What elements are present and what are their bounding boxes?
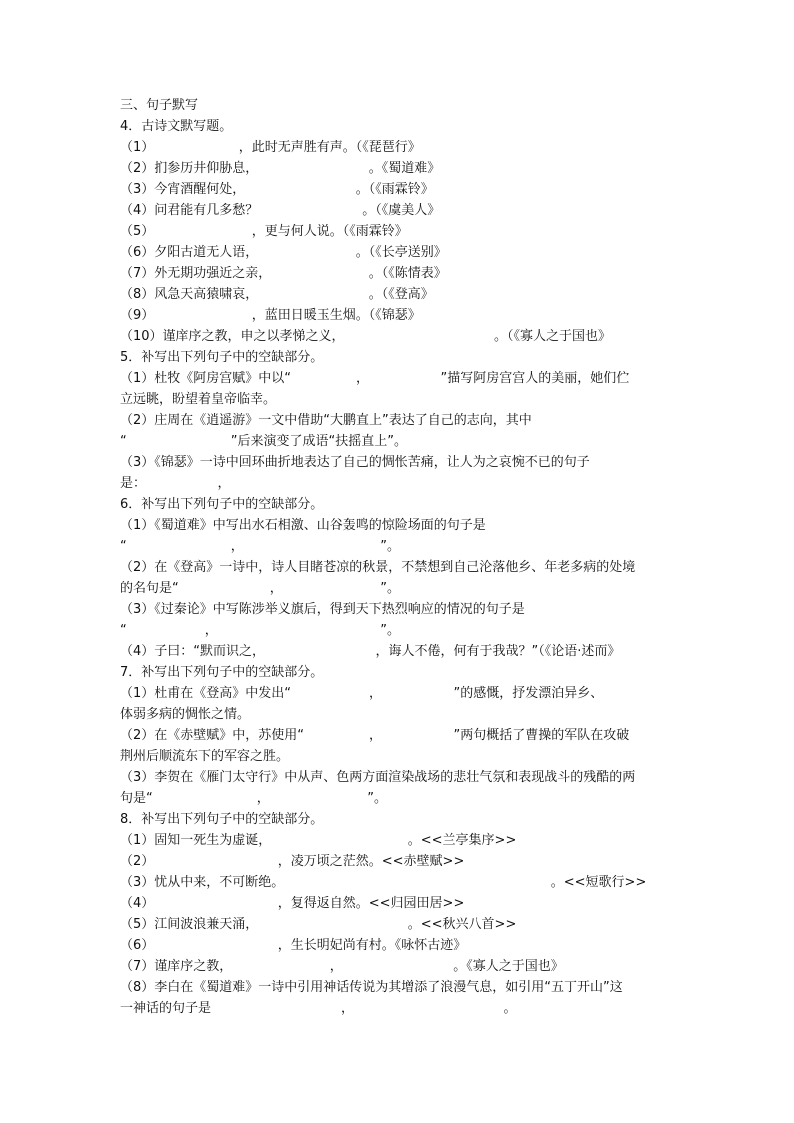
- line: （2）在《登高》一诗中，诗人目睹苍凉的秋景，不禁想到自己沦落他乡、年老多病的处境: [120, 560, 636, 575]
- line: （1）杜甫在《登高》中发出“ ， ”的感慨，抒发漂泊异乡、: [120, 686, 604, 701]
- line: （2） ，凌万顷之茫然。<<赤壁赋>>: [120, 854, 465, 869]
- line: （6） ，生长明妃尚有村。《咏怀古迹》: [120, 938, 467, 953]
- line: “ ”后来演变了成语“扶摇直上”。: [120, 434, 407, 449]
- line: （1）《蜀道难》中写出水石相激、山谷轰鸣的惊险场面的句子是: [120, 518, 486, 533]
- line: （2）扪参历井仰胁息， 。《蜀道难》: [120, 161, 441, 176]
- line: （3）今宵酒醒何处， 。（《雨霖铃》: [120, 182, 434, 197]
- line: （3）《锦瑟》一诗中回环曲折地表达了自己的惆怅苦痛，让人为之哀惋不已的句子: [120, 455, 590, 470]
- line: （8）风急天高猿啸哀， 。（《登高》: [120, 287, 434, 302]
- line: （2）在《赤壁赋》中，苏使用“ ， ”两句概括了曹操的军队在攻破: [120, 728, 630, 743]
- line: 句是“ ， ”。: [120, 791, 387, 806]
- line: （7）谨庠序之教， ， 。《寡人之于国也》: [120, 959, 564, 974]
- line: 的名句是“ ， ”。: [120, 581, 400, 596]
- line: 一神话的句子是 ， 。: [120, 1001, 517, 1016]
- line: （2）庄周在《逍遥游》一文中借助“大鹏直上”表达了自己的志向，其中: [120, 413, 532, 428]
- line: （9） ，蓝田日暖玉生烟。（《锦瑟》: [120, 308, 421, 323]
- line: （6）夕阳古道无人语， 。（《长亭送别》: [120, 245, 447, 260]
- line: （10）谨庠序之教，申之以孝悌之义， 。（《寡人之于国也》: [120, 329, 612, 344]
- line: （3）忧从中来，不可断绝。 。<<短歌行>>: [120, 875, 647, 890]
- line: “ ， ”。: [120, 623, 400, 638]
- line: （4） ，复得返自然。<<归园田居>>: [120, 896, 465, 911]
- line: （4）子曰：“默而识之， ，诲人不倦，何有于我哉？”（《论语·述而》: [120, 644, 621, 659]
- line: （5） ，更与何人说。（《雨霖铃》: [120, 224, 408, 239]
- line: （5）江间波浪兼天涌， 。<<秋兴八首>>: [120, 917, 517, 932]
- line: 6．补写出下列句子中的空缺部分。: [120, 497, 324, 512]
- line: 7．补写出下列句子中的空缺部分。: [120, 665, 324, 680]
- line: 荆州后顺流东下的军容之胜。: [120, 749, 290, 764]
- line: （3）《过秦论》中写陈涉举义旗后，得到天下热烈响应的情况的句子是: [120, 602, 525, 617]
- line: “ ， ”。: [120, 539, 400, 554]
- line: 是： ，: [120, 476, 231, 491]
- line: （1）杜牧《阿房宫赋》中以“ ， ”描写阿房宫宫人的美丽，她们伫: [120, 371, 630, 386]
- line: 8．补写出下列句子中的空缺部分。: [120, 812, 324, 827]
- line: （4）问君能有几多愁？ 。（《虞美人》: [120, 203, 441, 218]
- line: 体弱多病的惆怅之情。: [120, 707, 251, 722]
- line: （1）固知一死生为虚诞， 。<<兰亭集序>>: [120, 833, 517, 848]
- line: （8）李白在《蜀道难》一诗中引用神话传说为其增添了浪漫气息，如引用“五丁开山”这: [120, 980, 623, 995]
- line: 5．补写出下列句子中的空缺部分。: [120, 350, 324, 365]
- line: （1） ，此时无声胜有声。（《琵琶行》: [120, 140, 421, 155]
- line: 4．古诗文默写题。: [120, 119, 233, 134]
- line: 立远眺，盼望着皇帝临幸。: [120, 392, 277, 407]
- line: （3）李贺在《雁门太守行》中从声、色两方面渲染战场的悲壮气氛和表现战斗的残酷的两: [120, 770, 636, 785]
- line: （7）外无期功强近之亲， 。（《陈情表》: [120, 266, 447, 281]
- section-title: 三、句子默写: [120, 98, 199, 113]
